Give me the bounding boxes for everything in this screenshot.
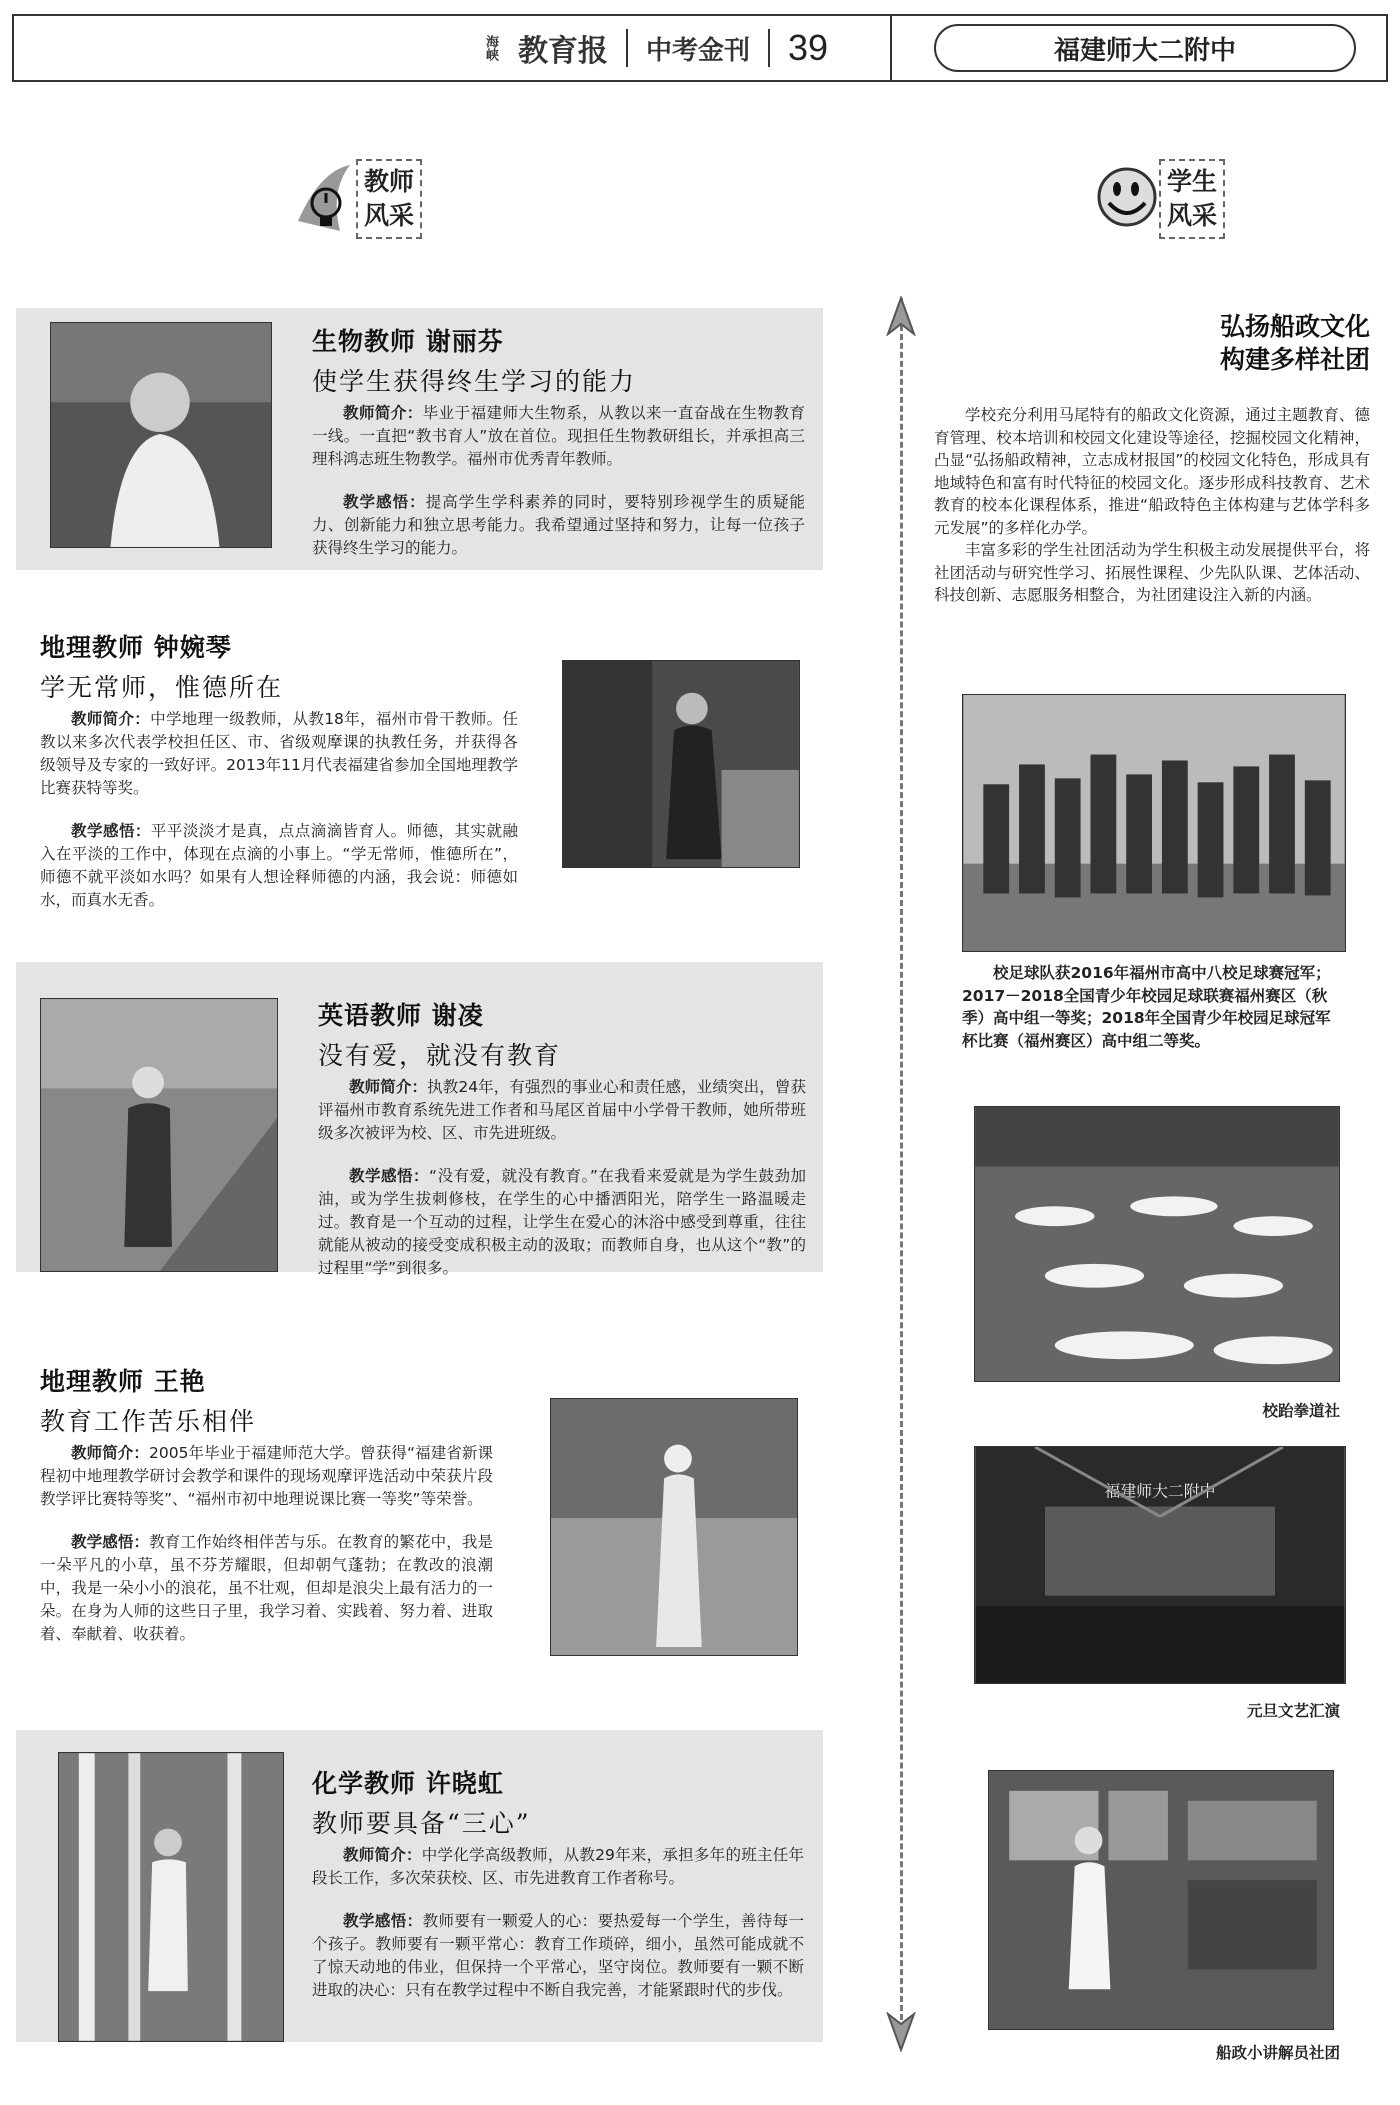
header-divider (768, 29, 770, 67)
reflection-text: “没有爱，就没有教育。”在我看来爱就是为学生鼓劲加油，或为学生拔刺修枝，在学生的心中播洒阳光，陪学生一路温暖走过。教育是一个互动的过程，让学生在爱心的沐浴中感受到尊重，往往就能从被动的接受变成积极主动的汲取；而教师自身，也从这个“教”的过程里“学”到很多。 (318, 1167, 806, 1277)
intro-label: 教师简介： (71, 710, 151, 728)
teacher-reflection (40, 1531, 493, 1646)
teacher-section-title (356, 159, 422, 239)
intro-label: 教师简介： (343, 404, 423, 422)
page-header (12, 14, 1388, 82)
teacher-section-logo (290, 155, 430, 245)
reflection-label: 教学感悟： (343, 1912, 423, 1930)
student-article-title (1000, 310, 1370, 376)
teacher-intro (40, 708, 518, 800)
reflection-text: 提高学生学科素养的同时，要特别珍视学生的质疑能力、创新能力和独立思考能力。我希望通过坚持和努力，让每一位孩子获得终生学习的能力。 (312, 493, 805, 557)
teacher-name: 地理教师 钟婉琴 (40, 633, 232, 662)
teacher-intro (318, 1076, 806, 1145)
logo-line: 风采 (1166, 201, 1217, 230)
student-section-logo (1093, 155, 1233, 245)
reflection-label: 教学感悟： (71, 1533, 150, 1551)
lightbulb-icon (290, 161, 360, 241)
intro-text: 2005年毕业于福建师范大学。曾获得“福建省新课程初中地理教学研讨会教学和课件的现场观摩评选活动中荣获片段教学评比赛特等奖”、“福州市初中地理说课比赛一等奖”等荣誉。 (40, 1444, 493, 1508)
reflection-label: 教学感悟： (71, 822, 151, 840)
reflection-text: 平平淡淡才是真，点点滴滴皆育人。师德，其实就融入在平淡的工作中，体现在点滴的小事上。“学无常师，惟德所在”，师德不就平淡如水吗？如果有人想诠释师德的内涵，我会说：师德如水，而真水无香。 (40, 822, 518, 909)
teacher-motto: 学无常师，惟德所在 (40, 673, 284, 702)
reflection-text: 教师要有一颗爱人的心：要热爱每一个学生，善待每一个孩子。教师要有一颗平常心：教育工作琐碎，细小，虽然可能成就不了惊天动地的伟业，但保持一个平常心，坚守岗位。教师要有一颗不断进取的决心：只有在教学过程中不断自我完善，才能紧跟时代的步伐。 (312, 1912, 804, 1999)
paper-name: 教育报 (517, 34, 608, 69)
stage-banner-text: 福建师大二附中 (1104, 1481, 1216, 1501)
teacher-intro (40, 1442, 493, 1511)
teacher-name: 地理教师 王艳 (40, 1367, 206, 1396)
teacher-photo (58, 1752, 284, 2042)
smiley-icon (1093, 163, 1163, 233)
teacher-text (40, 628, 518, 912)
teacher-text (312, 322, 805, 560)
student-article-body (934, 404, 1370, 607)
title-line: 弘扬船政文化 (1219, 312, 1370, 341)
teacher-reflection (40, 820, 518, 912)
teacher-motto: 使学生获得终生学习的能力 (312, 367, 637, 396)
reflection-label: 教学感悟： (343, 493, 426, 511)
intro-text: 毕业于福建师大生物系，从教以来一直奋战在生物教育一线。一直把“教书育人”放在首位。现担任生物教研组长，并承担高三理科鸿志班生物教学。福州市优秀青年教师。 (312, 404, 805, 468)
teacher-reflection (312, 1910, 804, 2002)
teacher-photo (562, 660, 800, 868)
school-name-badge: 福建师大二附中 (934, 24, 1356, 72)
teacher-photo (50, 322, 272, 548)
masthead (14, 16, 892, 80)
paper-small-label: 海峡 (482, 35, 498, 61)
teacher-photo (550, 1398, 798, 1656)
teacher-reflection (318, 1165, 806, 1280)
title-line: 构建多样社团 (1219, 345, 1370, 374)
reflection-text: 教育工作始终相伴苦与乐。在教育的繁花中，我是一朵平凡的小草，虽不芬芳耀眼，但却朝气蓬勃；在教改的浪潮中，我是一朵小小的浪花，虽不壮观，但却是浪尖上最有活力的一朵。在身为人师的这些日子里，我学习着、实践着、努力着、进取着、奉献着、收获着。 (40, 1533, 493, 1643)
arrow-up-icon (886, 296, 916, 336)
intro-label: 教师简介： (349, 1078, 428, 1096)
logo-line: 教师 (363, 167, 414, 196)
logo-line: 学生 (1166, 167, 1217, 196)
section-name: 中考金刊 (645, 35, 750, 66)
intro-text: 中学化学高级教师，从教29年来，承担多年的班主任年段长工作，多次荣获校、区、市先进教育工作者称号。 (312, 1846, 804, 1887)
teacher-text (312, 1764, 804, 2002)
teacher-name: 英语教师 谢凌 (318, 1001, 484, 1030)
photo-caption: 船政小讲解员社团 (1215, 2044, 1340, 2062)
intro-label: 教师简介： (71, 1444, 150, 1462)
football-team-photo (962, 694, 1346, 952)
header-divider (626, 29, 628, 67)
ship-guide-club-photo (988, 1770, 1334, 2030)
article-paragraph: 丰富多彩的学生社团活动为学生积极主动发展提供平台，将社团活动与研究性学习、拓展性课程、少先队队课、艺体活动、科技创新、志愿服务相整合，为社团建设注入新的内涵。 (934, 541, 1370, 604)
photo-caption: 校足球队获2016年福州市高中八校足球赛冠军；2017－2018全国青少年校园足球联赛福州赛区（秋季）高中组一等奖；2018年全国青少年校园足球冠军杯比赛（福州赛区）高中组二等奖。 (962, 964, 1331, 1050)
new-year-gala-photo (974, 1446, 1346, 1684)
teacher-photo (40, 998, 278, 1272)
page-number: 39 (787, 27, 828, 68)
teacher-motto: 没有爱，就没有教育 (318, 1041, 562, 1070)
reflection-label: 教学感悟： (349, 1167, 430, 1185)
teacher-motto: 教师要具备“三心” (312, 1809, 531, 1838)
teacher-reflection (312, 491, 805, 560)
column-divider (900, 298, 903, 2038)
teacher-name: 生物教师 谢丽芬 (312, 327, 504, 356)
photo-caption: 元旦文艺汇演 (1246, 1702, 1340, 1720)
taekwondo-photo (974, 1106, 1340, 1382)
teacher-intro (312, 1844, 804, 1890)
intro-text: 中学地理一级教师，从教18年，福州市骨干教师。任教以来多次代表学校担任区、市、省级观摩课的执教任务，并获得各级领导及专家的一致好评。2013年11月代表福建省参加全国地理教学比赛获特等奖。 (40, 710, 518, 797)
logo-line: 风采 (363, 201, 414, 230)
intro-text: 执教24年，有强烈的事业心和责任感，业绩突出，曾获评福州市教育系统先进工作者和马尾区首届中小学骨干教师，她所带班级多次被评为校、区、市先进班级。 (318, 1078, 806, 1142)
article-paragraph: 学校充分利用马尾特有的船政文化资源，通过主题教育、德育管理、校本培训和校园文化建设等途径，挖掘校园文化精神，凸显“弘扬船政精神，立志成材报国”的校园文化特色，形成具有地域特色和富有时代特征的校园文化。逐步形成科技教育、艺术教育的校本化课程体系，推进“船政特色主体构建与艺体学科多元发展”的多样化办学。 (934, 406, 1370, 537)
intro-label: 教师简介： (343, 1846, 422, 1864)
arrow-down-icon (886, 2012, 916, 2052)
teacher-name: 化学教师 许晓虹 (312, 1769, 504, 1798)
teacher-text (318, 996, 806, 1280)
student-section-title (1159, 159, 1225, 239)
teacher-motto: 教育工作苦乐相伴 (40, 1407, 257, 1436)
teacher-intro (312, 402, 805, 471)
teacher-text (40, 1362, 493, 1646)
photo-caption: 校跆拳道社 (1262, 1402, 1340, 1420)
